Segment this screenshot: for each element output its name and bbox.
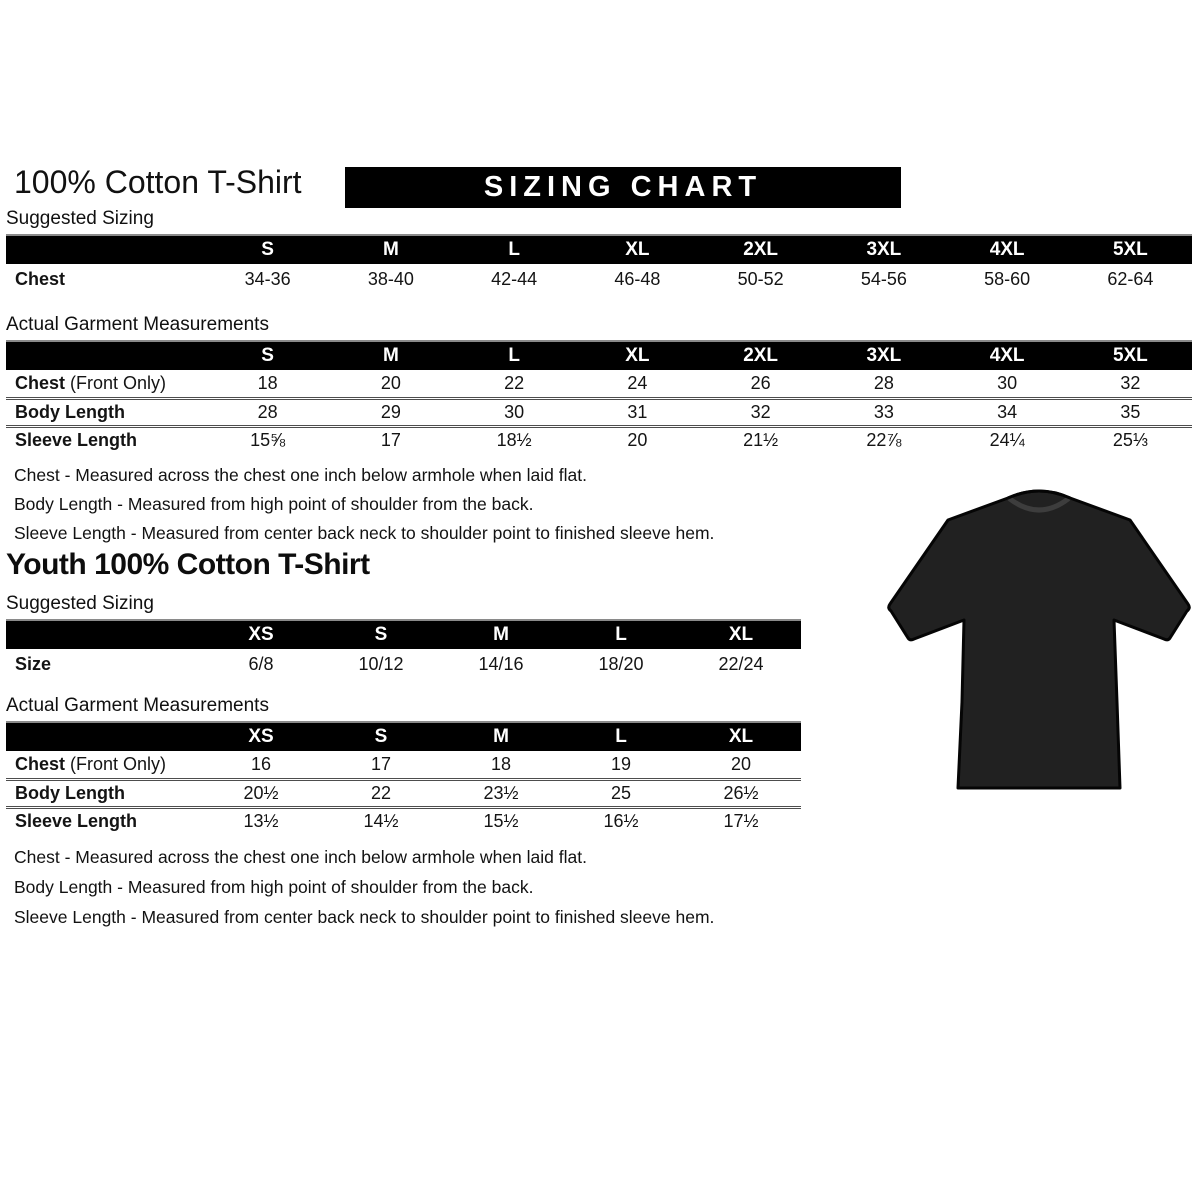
size-column-header: 2XL: [699, 342, 822, 370]
size-header-row: [6, 723, 801, 751]
measurement-value: 42-44: [491, 269, 538, 289]
measurement-value: 18: [257, 372, 278, 393]
size-header-row: [6, 236, 1192, 264]
measurement-value: 29: [329, 398, 452, 426]
size-header-spacer: [6, 621, 201, 649]
measurement-value: 18½: [453, 426, 576, 454]
measurement-value: 25⅓: [1069, 426, 1192, 454]
size-column-header: S: [321, 723, 441, 751]
measurement-value: 22: [504, 372, 525, 393]
row-label: Chest (Front Only): [15, 753, 167, 774]
measurement-value: 25: [561, 779, 681, 807]
measurement-value: 31: [576, 398, 699, 426]
row-label: Chest (Front Only): [15, 372, 167, 393]
measurement-row: [6, 779, 801, 807]
size-column-header: XL: [576, 236, 699, 264]
measurement-value: 15⅝: [206, 426, 329, 454]
note-chest: Chest - Measured across the chest one inch below armhole when laid flat.: [14, 847, 587, 867]
size-column-header: M: [329, 342, 452, 370]
row-label: Body Length: [6, 779, 201, 807]
measurement-value: 33: [822, 398, 945, 426]
measurement-value: 6/8: [248, 654, 274, 674]
measurement-row: [6, 751, 801, 779]
measurement-value: 38-40: [367, 269, 414, 289]
size-column-header: 5XL: [1069, 236, 1192, 264]
measurement-value: 16: [250, 753, 272, 774]
measurement-row: [6, 649, 801, 680]
note-body-length: Body Length - Measured from high point of shoulder from the back.: [14, 877, 534, 897]
measurement-value: 19: [610, 753, 632, 774]
measurement-value: 18/20: [598, 654, 644, 674]
adult-actual-measurements-table: [6, 342, 1192, 454]
size-column-header: 4XL: [946, 342, 1069, 370]
page-title: 100% Cotton T-Shirt: [14, 164, 302, 200]
measurement-value: 28: [206, 398, 329, 426]
measurement-value: 32: [1120, 372, 1141, 393]
size-column-header: 2XL: [699, 236, 822, 264]
measurement-value: 21½: [699, 426, 822, 454]
youth-measurement-notes: [14, 842, 714, 932]
size-header-row: [6, 621, 801, 649]
measurement-value: 14/16: [478, 654, 524, 674]
measurement-row: [6, 370, 1192, 398]
size-column-header: XS: [201, 621, 321, 649]
measurement-value: 17: [329, 426, 452, 454]
size-column-header: M: [329, 236, 452, 264]
size-header-spacer: [6, 342, 206, 370]
size-column-header: S: [206, 342, 329, 370]
tshirt-body-shape: [889, 491, 1190, 788]
size-column-header: XS: [201, 723, 321, 751]
note-body-length: Body Length - Measured from high point of shoulder from the back.: [14, 494, 534, 514]
measurement-value: 17: [370, 753, 392, 774]
size-column-header: 3XL: [822, 342, 945, 370]
measurement-value: 16½: [561, 807, 681, 835]
size-column-header: L: [561, 723, 681, 751]
size-column-header: L: [561, 621, 681, 649]
youth-actual-measurements-table: [6, 723, 801, 835]
size-column-header: 4XL: [946, 236, 1069, 264]
measurement-value: 20: [576, 426, 699, 454]
measurement-value: 22: [321, 779, 441, 807]
tshirt-image: [878, 472, 1200, 808]
measurement-value: 34: [946, 398, 1069, 426]
size-column-header: XL: [576, 342, 699, 370]
measurement-value: 22/24: [718, 654, 764, 674]
adult-suggested-sizing-label: Suggested Sizing: [6, 208, 1192, 236]
size-column-header: XL: [681, 723, 801, 751]
sizing-chart-banner-text: SIZING CHART: [483, 171, 763, 203]
measurement-value: 22⅞: [822, 426, 945, 454]
size-column-header: L: [453, 236, 576, 264]
measurement-value: 20: [730, 753, 752, 774]
row-label: Size: [15, 654, 52, 674]
youth-suggested-sizing-table: [6, 621, 801, 680]
adult-suggested-sizing-table: [6, 236, 1192, 295]
adult-measurement-notes: [14, 461, 714, 548]
measurement-value: 10/12: [358, 654, 404, 674]
size-column-header: XL: [681, 621, 801, 649]
row-label: Sleeve Length: [6, 807, 201, 835]
youth-actual-measurements-label: Actual Garment Measurements: [6, 695, 801, 723]
measurement-value: 35: [1069, 398, 1192, 426]
measurement-value: 13½: [201, 807, 321, 835]
measurement-value: 32: [699, 398, 822, 426]
measurement-value: 50-52: [737, 269, 784, 289]
measurement-value: 26½: [681, 779, 801, 807]
measurement-value: 30: [997, 372, 1018, 393]
measurement-value: 14½: [321, 807, 441, 835]
note-sleeve-length: Sleeve Length - Measured from center back neck to shoulder point to finished sleeve hem.: [14, 523, 715, 543]
measurement-value: 62-64: [1107, 269, 1154, 289]
size-column-header: L: [453, 342, 576, 370]
measurement-value: 28: [873, 372, 894, 393]
measurement-value: 30: [453, 398, 576, 426]
tshirt-graphic: [878, 472, 1200, 808]
row-label: Chest: [15, 269, 66, 289]
size-column-header: 3XL: [822, 236, 945, 264]
measurement-value: 20: [380, 372, 401, 393]
measurement-value: 26: [750, 372, 771, 393]
row-label: Body Length: [6, 398, 206, 426]
measurement-value: 15½: [441, 807, 561, 835]
measurement-row: [6, 264, 1192, 295]
measurement-row: [6, 398, 1192, 426]
measurement-row: [6, 426, 1192, 454]
measurement-value: 18: [490, 753, 512, 774]
size-column-header: S: [206, 236, 329, 264]
row-label: Sleeve Length: [6, 426, 206, 454]
size-column-header: M: [441, 621, 561, 649]
note-chest: Chest - Measured across the chest one inch below armhole when laid flat.: [14, 465, 587, 485]
adult-actual-measurements-label: Actual Garment Measurements: [6, 314, 1192, 342]
measurement-value: 20½: [201, 779, 321, 807]
sizing-chart-banner: [345, 167, 901, 208]
measurement-value: 34-36: [244, 269, 291, 289]
size-column-header: 5XL: [1069, 342, 1192, 370]
note-sleeve-length: Sleeve Length - Measured from center back neck to shoulder point to finished sleeve hem.: [14, 907, 715, 927]
size-column-header: M: [441, 723, 561, 751]
measurement-value: 58-60: [984, 269, 1031, 289]
measurement-value: 46-48: [614, 269, 661, 289]
measurement-value: 24: [627, 372, 648, 393]
measurement-value: 54-56: [860, 269, 907, 289]
size-header-spacer: [6, 723, 201, 751]
measurement-value: 24¼: [946, 426, 1069, 454]
youth-section-title: Youth 100% Cotton T-Shirt: [6, 548, 370, 581]
size-column-header: S: [321, 621, 441, 649]
measurement-row: [6, 807, 801, 835]
size-header-row: [6, 342, 1192, 370]
measurement-value: 17½: [681, 807, 801, 835]
measurement-value: 23½: [441, 779, 561, 807]
size-header-spacer: [6, 236, 206, 264]
youth-suggested-sizing-label: Suggested Sizing: [6, 593, 801, 621]
